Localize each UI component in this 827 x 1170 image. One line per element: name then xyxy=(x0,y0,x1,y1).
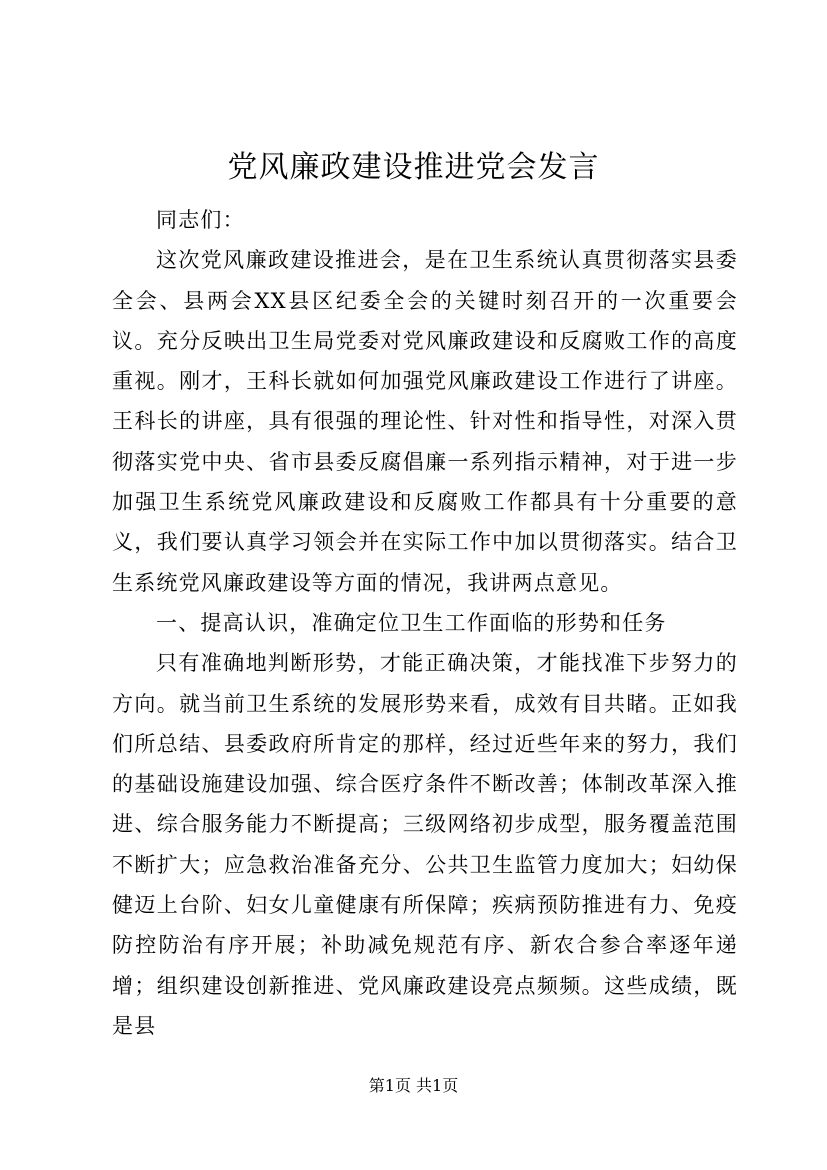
paragraph-intro: 这次党风廉政建设推进会，是在卫生系统认真贯彻落实县委全会、县两会XX县区纪委全会的关键时刻召开的一次重要会议。充分反映出卫生局党委对党风廉政建设和反腐败工作的高度重视。刚才，王科长就如何加强党风廉政建设工作进行了讲座。王科长的讲座，具有很强的理论性、针对性和指导性，对深入贯彻落实党中央、省市县委反腐倡廉一系列指示精神，对于进一步加强卫生系统党风廉政建设和反腐败工作都具有十分重要的意义，我们要认真学习领会并在实际工作中加以贯彻落实。结合卫生系统党风廉政建设等方面的情况，我讲两点意见。 xyxy=(112,248,738,595)
page-footer: 第1页 共1页 xyxy=(368,1076,459,1095)
document-body xyxy=(112,200,738,1046)
salutation: 同志们： xyxy=(156,208,245,232)
section-heading-1: 一、提高认识，准确定位卫生工作面临的形势和任务 xyxy=(156,610,667,635)
document-title: 党风廉政建设推进党会发言 xyxy=(227,150,600,185)
paragraph-situation: 只有准确地判断形势，才能正确决策，才能找准下步努力的方向。就当前卫生系统的发展形势来看，成效有目共睹。正如我们所总结、县委政府所肯定的那样，经过近些年来的努力，我们的基础设施建设加强、综合医疗条件不断改善；体制改革深入推进、综合服务能力不断提高；三级网络初步成型，服务覆盖范围不断扩大；应急救治准备充分、公共卫生监管力度加大；妇幼保健迈上台阶、妇女儿童健康有所保障；疾病预防推进有力、免疫防控防治有序开展；补助减免规范有序、新农合参合率逐年递增；组织建设创新推进、党风廉政建设亮点频频。这些成绩，既是县 xyxy=(112,651,738,1038)
